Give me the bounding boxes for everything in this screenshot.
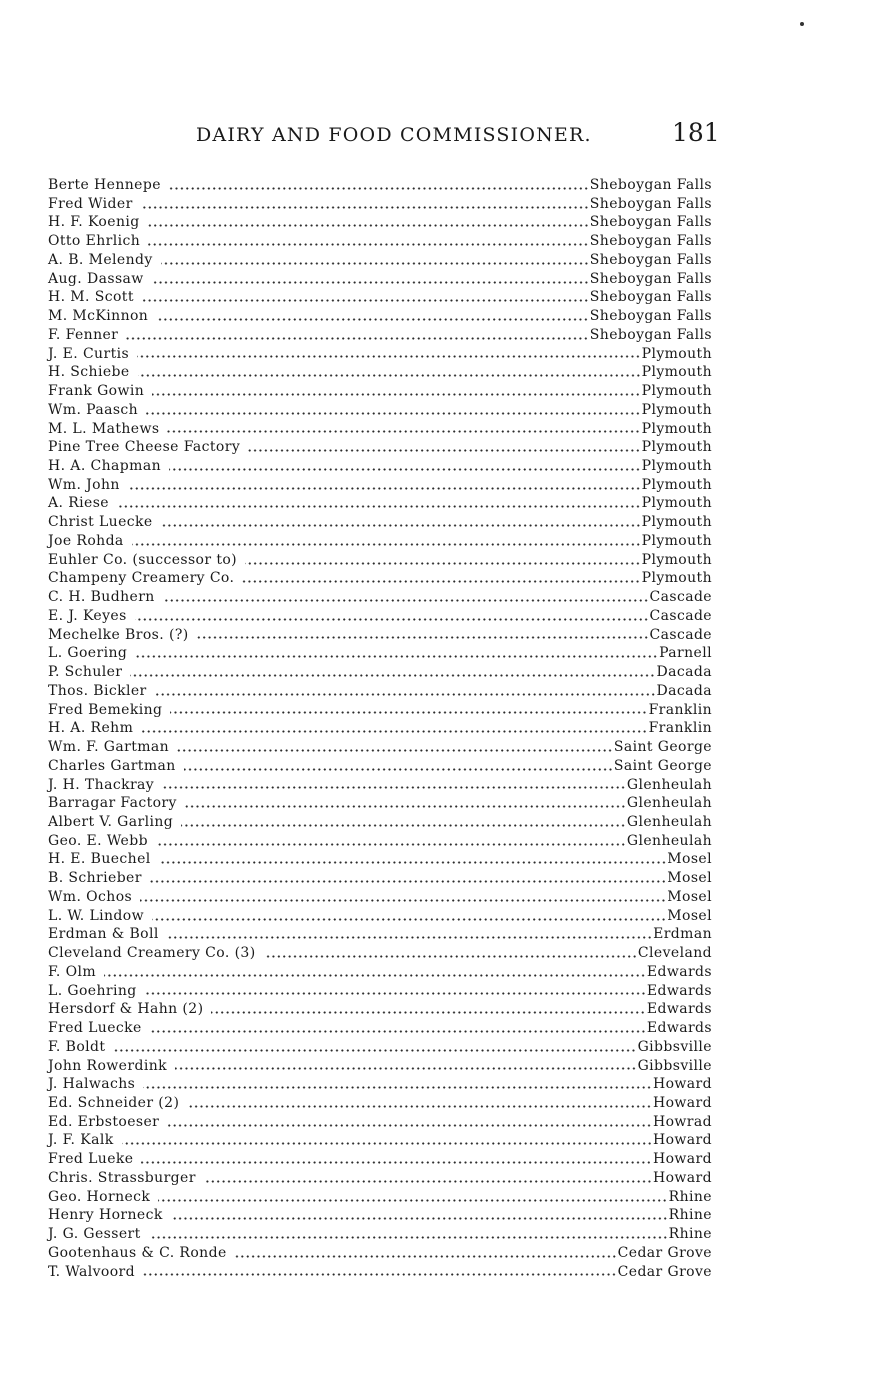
list-item [48, 701, 712, 720]
entry-place: Plymouth [641, 439, 712, 456]
list-item [48, 1057, 712, 1076]
entry-place: Sheboygan Falls [589, 195, 712, 212]
entry-place: Howard [652, 1151, 712, 1168]
list-item [48, 1113, 712, 1132]
entry-place: Plymouth [641, 401, 712, 418]
page-number: 181 [672, 118, 720, 147]
dot-leader [162, 786, 626, 789]
entry-place: Franklin [648, 720, 712, 737]
list-item [48, 644, 712, 663]
dot-leader [141, 1161, 651, 1164]
entry-place: Howard [652, 1169, 712, 1186]
list-item [48, 588, 712, 607]
entry-place: Glenheulah [626, 813, 712, 830]
list-item [48, 532, 712, 551]
dot-leader [141, 730, 647, 733]
list-item [48, 1188, 712, 1207]
list-item [48, 1038, 712, 1057]
entry-place: Gibbsville [637, 1057, 712, 1074]
entry-place: Cleveland [637, 945, 712, 962]
list-item [48, 1075, 712, 1094]
entry-place: Mosel [667, 851, 712, 868]
entry-name: J. Halwachs [48, 1076, 136, 1093]
entry-place: Dacada [656, 682, 712, 699]
entry-name: L. Goehring [48, 982, 137, 999]
list-item [48, 663, 712, 682]
dot-leader [135, 618, 649, 621]
dot-leader [167, 936, 652, 939]
entry-name: Barragar Factory [48, 795, 177, 812]
entry-place: Sheboygan Falls [589, 308, 712, 325]
entry-place: Plymouth [641, 364, 712, 381]
dot-leader [177, 749, 613, 752]
entry-place: Plymouth [641, 570, 712, 587]
entry-place: Plymouth [641, 420, 712, 437]
entry-name: E. J. Keyes [48, 607, 127, 624]
list-item [48, 832, 712, 851]
list-item [48, 813, 712, 832]
dot-leader [128, 487, 641, 490]
dot-leader [117, 505, 641, 508]
list-item [48, 457, 712, 476]
entry-place: Cascade [649, 607, 712, 624]
dot-leader [197, 636, 649, 639]
entry-name: Euhler Co. (successor to) [48, 551, 238, 568]
entry-name: F. Boldt [48, 1038, 106, 1055]
entry-place: Rhine [668, 1188, 712, 1205]
dot-leader [242, 580, 640, 583]
entry-place: Sheboygan Falls [589, 177, 712, 193]
entry-place: Glenheulah [626, 832, 712, 849]
entry-name: Wm. Ochos [48, 888, 133, 905]
entry-place: Plymouth [641, 551, 712, 568]
entry-place: Plymouth [641, 532, 712, 549]
dot-leader [163, 599, 649, 602]
list-item [48, 626, 712, 645]
entry-name: H. A. Rehm [48, 720, 134, 737]
entry-place: Sheboygan Falls [589, 233, 712, 250]
entry-name: Champeny Creamery Co. [48, 570, 235, 587]
entry-place: Cedar Grove [617, 1263, 712, 1280]
list-item [48, 869, 712, 888]
list-item [48, 776, 712, 795]
dot-leader [122, 1142, 652, 1145]
list-item [48, 1094, 712, 1113]
dot-leader [152, 393, 640, 396]
entry-name: H. E. Buechel [48, 851, 151, 868]
dot-leader [171, 1217, 668, 1220]
dot-leader [158, 1199, 667, 1202]
list-item [48, 1131, 712, 1150]
entry-place: Plymouth [641, 458, 712, 475]
list-item [48, 213, 712, 232]
entry-name: C. H. Budhern [48, 589, 155, 606]
entry-place: Saint George [613, 757, 712, 774]
entry-name: Fred Lueke [48, 1151, 134, 1168]
entry-name: Geo. Horneck [48, 1188, 151, 1205]
entry-name: L. Goering [48, 645, 128, 662]
dot-leader [142, 299, 589, 302]
entry-name: Gootenhaus & C. Ronde [48, 1244, 227, 1261]
entry-name: J. H. Thackray [48, 776, 155, 793]
list-item [48, 757, 712, 776]
dot-leader [148, 224, 589, 227]
list-item [48, 176, 712, 195]
entry-name: J. G. Gessert [48, 1226, 141, 1243]
list-item [48, 476, 712, 495]
entry-place: Sheboygan Falls [589, 270, 712, 287]
entry-place: Mosel [667, 907, 712, 924]
dot-leader [185, 805, 626, 808]
page-header [0, 118, 882, 154]
list-item [48, 382, 712, 401]
entry-name: Mechelke Bros. (?) [48, 626, 189, 643]
dot-leader [235, 1255, 617, 1258]
dot-leader [187, 1105, 652, 1108]
entry-name: L. W. Lindow [48, 907, 145, 924]
dot-leader [143, 1273, 617, 1276]
entry-place: Sheboygan Falls [589, 214, 712, 231]
list-item [48, 1019, 712, 1038]
entry-name: H. F. Koenig [48, 214, 140, 231]
entry-place: Mosel [667, 888, 712, 905]
dot-leader [184, 768, 613, 771]
list-item [48, 251, 712, 270]
dot-leader [126, 337, 589, 340]
dot-leader [204, 1180, 652, 1183]
entry-place: Franklin [648, 701, 712, 718]
entry-place: Dacada [656, 664, 712, 681]
entry-place: Glenheulah [626, 795, 712, 812]
list-item [48, 270, 712, 289]
entry-place: Rhine [668, 1226, 712, 1243]
dealer-list [48, 176, 712, 1281]
dot-leader [148, 243, 589, 246]
dot-leader [161, 262, 589, 265]
list-item [48, 288, 712, 307]
entry-name: Joe Rohda [48, 532, 124, 549]
entry-name: Hersdorf & Hahn (2) [48, 1001, 204, 1018]
dot-leader [167, 430, 640, 433]
dot-leader [143, 1086, 652, 1089]
dot-leader [169, 187, 589, 190]
dot-leader [138, 374, 641, 377]
entry-name: Wm. F. Gartman [48, 739, 170, 756]
entry-name: A. B. Melendy [48, 251, 153, 268]
entry-place: Mosel [667, 870, 712, 887]
list-item [48, 963, 712, 982]
entry-name: Ed. Schneider (2) [48, 1094, 180, 1111]
print-speck [800, 22, 804, 26]
list-item [48, 513, 712, 532]
list-item [48, 794, 712, 813]
entry-name: Chris. Strassburger [48, 1169, 196, 1186]
dot-leader [170, 711, 647, 714]
entry-name: Wm. Paasch [48, 401, 139, 418]
list-item [48, 363, 712, 382]
list-item [48, 420, 712, 439]
entry-name: Charles Gartman [48, 757, 176, 774]
entry-name: Fred Luecke [48, 1020, 142, 1037]
entry-place: Gibbsville [637, 1038, 712, 1055]
entry-name: Ed. Erbstoeser [48, 1113, 160, 1130]
entry-place: Edwards [646, 982, 712, 999]
entry-place: Plymouth [641, 383, 712, 400]
dot-leader [169, 468, 641, 471]
entry-place: Cascade [649, 589, 712, 606]
list-item [48, 401, 712, 420]
dot-leader [248, 449, 640, 452]
entry-name: A. Riese [48, 495, 109, 512]
entry-name: Frank Gowin [48, 383, 145, 400]
dot-leader [135, 655, 658, 658]
entry-place: Howard [652, 1094, 712, 1111]
entry-name: Aug. Dassaw [48, 270, 144, 287]
list-item [48, 682, 712, 701]
entry-name: P. Schuler [48, 664, 123, 681]
entry-place: Rhine [668, 1207, 712, 1224]
entry-place: Plymouth [641, 514, 712, 531]
entry-place: Parnell [659, 645, 712, 662]
list-item [48, 1206, 712, 1225]
list-item [48, 1225, 712, 1244]
entry-name: T. Walvoord [48, 1263, 135, 1280]
list-item [48, 438, 712, 457]
entry-name: Otto Ehrlich [48, 233, 141, 250]
entry-name: Wm. John [48, 476, 120, 493]
dot-leader [159, 861, 667, 864]
list-item [48, 925, 712, 944]
entry-place: Cedar Grove [617, 1244, 712, 1261]
entry-place: Erdman [653, 926, 712, 943]
dot-leader [245, 562, 641, 565]
list-item [48, 944, 712, 963]
list-item [48, 607, 712, 626]
entry-place: Saint George [613, 739, 712, 756]
entry-name: H. Schiebe [48, 364, 130, 381]
dot-leader [141, 206, 589, 209]
entry-name: Cleveland Creamery Co. (3) [48, 945, 256, 962]
dot-leader [156, 318, 589, 321]
list-item [48, 345, 712, 364]
list-item [48, 307, 712, 326]
entry-name: J. F. Kalk [48, 1132, 114, 1149]
entry-place: Edwards [646, 1001, 712, 1018]
entry-place: Howard [652, 1076, 712, 1093]
list-item [48, 1263, 712, 1282]
list-item [48, 738, 712, 757]
dot-leader [113, 1049, 636, 1052]
entry-place: Glenheulah [626, 776, 712, 793]
entry-name: M. L. Mathews [48, 420, 160, 437]
dot-leader [181, 824, 626, 827]
dot-leader [155, 693, 656, 696]
dot-leader [152, 281, 589, 284]
entry-place: Sheboygan Falls [589, 289, 712, 306]
list-item [48, 1150, 712, 1169]
list-item [48, 1169, 712, 1188]
entry-name: John Rowerdink [48, 1057, 167, 1074]
dot-leader [167, 1124, 652, 1127]
entry-place: Howard [652, 1132, 712, 1149]
entry-name: H. M. Scott [48, 289, 134, 306]
list-item [48, 494, 712, 513]
entry-name: Pine Tree Cheese Factory [48, 439, 241, 456]
dot-leader [145, 992, 646, 995]
dot-leader [146, 412, 641, 415]
entry-place: Edwards [646, 1020, 712, 1037]
entry-name: Geo. E. Webb [48, 832, 148, 849]
dot-leader [152, 918, 666, 921]
dot-leader [211, 1011, 645, 1014]
dot-leader [104, 974, 646, 977]
entry-name: Erdman & Boll [48, 926, 159, 943]
list-item [48, 888, 712, 907]
dot-leader [264, 955, 637, 958]
list-item [48, 982, 712, 1001]
list-item [48, 232, 712, 251]
dot-leader [156, 843, 626, 846]
dot-leader [150, 1030, 646, 1033]
dot-leader [149, 1236, 668, 1239]
entry-place: Howrad [652, 1113, 712, 1130]
running-title: DAIRY AND FOOD COMMISSIONER. [196, 124, 592, 146]
entry-name: Berte Hennepe [48, 177, 161, 193]
dot-leader [132, 543, 641, 546]
list-item [48, 326, 712, 345]
list-item [48, 719, 712, 738]
list-item [48, 850, 712, 869]
entry-place: Plymouth [641, 476, 712, 493]
list-item [48, 1000, 712, 1019]
dot-leader [175, 1067, 637, 1070]
entry-place: Plymouth [641, 345, 712, 362]
entry-name: Thos. Bickler [48, 682, 147, 699]
dot-leader [130, 674, 655, 677]
dot-leader [137, 355, 641, 358]
entry-place: Cascade [649, 626, 712, 643]
list-item [48, 195, 712, 214]
entry-name: J. E. Curtis [48, 345, 130, 362]
entry-place: Plymouth [641, 495, 712, 512]
entry-name: Christ Luecke [48, 514, 153, 531]
entry-name: Albert V. Garling [48, 813, 174, 830]
list-item [48, 907, 712, 926]
list-item [48, 1244, 712, 1263]
entry-place: Edwards [646, 963, 712, 980]
list-item [48, 551, 712, 570]
dot-leader [150, 880, 666, 883]
entry-place: Sheboygan Falls [589, 251, 712, 268]
entry-name: F. Fenner [48, 326, 119, 343]
dot-leader [161, 524, 641, 527]
entry-name: H. A. Chapman [48, 458, 161, 475]
entry-name: Henry Horneck [48, 1207, 163, 1224]
entry-name: Fred Wider [48, 195, 133, 212]
list-item [48, 569, 712, 588]
dot-leader [140, 899, 666, 902]
entry-name: Fred Bemeking [48, 701, 163, 718]
entry-name: F. Olm [48, 963, 97, 980]
entry-name: B. Schrieber [48, 870, 142, 887]
entry-place: Sheboygan Falls [589, 326, 712, 343]
entry-name: M. McKinnon [48, 308, 149, 325]
